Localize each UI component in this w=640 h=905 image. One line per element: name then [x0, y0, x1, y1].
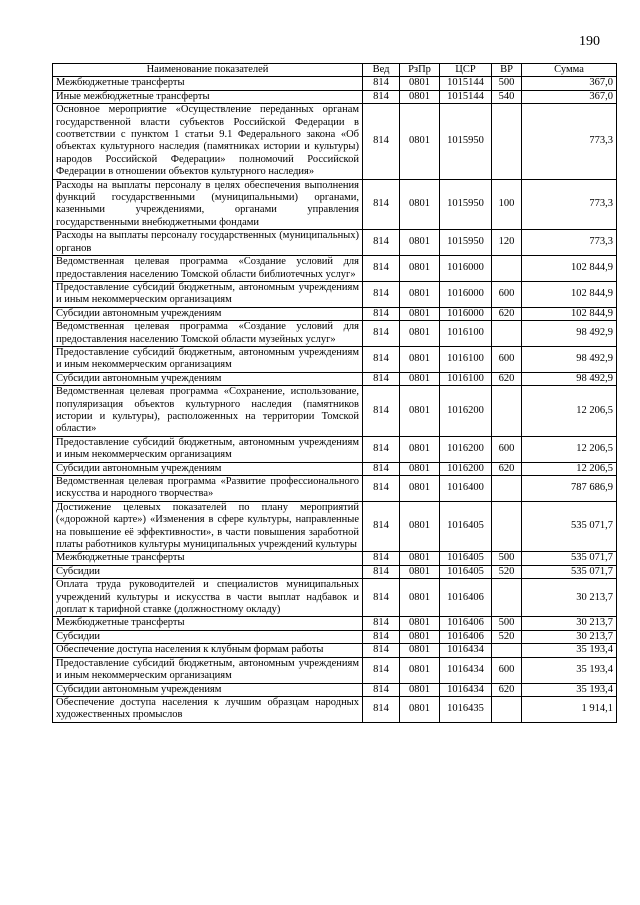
- page-number: 190: [579, 34, 600, 49]
- cell-name: Расходы на выплаты персоналу государственных (муниципальных) органов: [53, 230, 363, 256]
- cell-csr: 1016100: [440, 321, 492, 347]
- cell-rzpr: 0801: [400, 307, 440, 320]
- cell-vr: [492, 476, 522, 502]
- cell-ved: 814: [363, 462, 400, 475]
- cell-rzpr: 0801: [400, 179, 440, 230]
- cell-rzpr: 0801: [400, 501, 440, 552]
- cell-name: Межбюджетные трансферты: [53, 77, 363, 90]
- cell-name: Предоставление субсидий бюджетным, автономным учреждениям и иным некоммерческим организациям: [53, 281, 363, 307]
- cell-vr: 620: [492, 462, 522, 475]
- cell-name: Иные межбюджетные трансферты: [53, 90, 363, 103]
- cell-csr: 1015950: [440, 179, 492, 230]
- cell-ved: 814: [363, 372, 400, 385]
- cell-vr: 620: [492, 307, 522, 320]
- table-row: [53, 462, 617, 475]
- cell-ved: 814: [363, 501, 400, 552]
- cell-csr: 1016435: [440, 696, 492, 722]
- cell-csr: 1016406: [440, 579, 492, 617]
- table-row: [53, 617, 617, 630]
- cell-ved: 814: [363, 579, 400, 617]
- table-row: [53, 476, 617, 502]
- cell-sum: 30 213,7: [522, 617, 617, 630]
- cell-vr: [492, 644, 522, 657]
- cell-rzpr: 0801: [400, 565, 440, 578]
- header-vr: ВР: [492, 64, 522, 77]
- cell-rzpr: 0801: [400, 230, 440, 256]
- cell-rzpr: 0801: [400, 476, 440, 502]
- cell-vr: [492, 386, 522, 437]
- cell-sum: 535 071,7: [522, 552, 617, 565]
- cell-vr: 600: [492, 436, 522, 462]
- cell-csr: 1016406: [440, 617, 492, 630]
- cell-ved: 814: [363, 565, 400, 578]
- cell-ved: 814: [363, 179, 400, 230]
- table-row: [53, 179, 617, 230]
- cell-sum: 535 071,7: [522, 565, 617, 578]
- cell-vr: 600: [492, 281, 522, 307]
- cell-name: Ведомственная целевая программа «Создание условий для предоставления населению Томской области музейных услуг»: [53, 321, 363, 347]
- cell-csr: 1016100: [440, 346, 492, 372]
- cell-rzpr: 0801: [400, 386, 440, 437]
- cell-name: Предоставление субсидий бюджетным, автономным учреждениям и иным некоммерческим организациям: [53, 657, 363, 683]
- table-row: [53, 321, 617, 347]
- cell-name: Обеспечение доступа населения к клубным формам работы: [53, 644, 363, 657]
- cell-name: Основное мероприятие «Осуществление переданных органам государственной власти субъектов Российской Федерации в соответствии с пунктом 1 статьи 9.1 Федерального закона «Об объектах культурного наследия (памятниках истории и культуры) народов Российской Федерации» полномочий Российской Федерации в отношении объектов культурного наследия»: [53, 104, 363, 179]
- table-row: [53, 230, 617, 256]
- cell-sum: 1 914,1: [522, 696, 617, 722]
- table-row: [53, 77, 617, 90]
- cell-ved: 814: [363, 321, 400, 347]
- cell-vr: [492, 321, 522, 347]
- cell-sum: 773,3: [522, 179, 617, 230]
- cell-name: Ведомственная целевая программа «Создание условий для предоставления населению Томской области библиотечных услуг»: [53, 256, 363, 282]
- cell-csr: 1016100: [440, 372, 492, 385]
- cell-rzpr: 0801: [400, 579, 440, 617]
- cell-name: Межбюджетные трансферты: [53, 552, 363, 565]
- cell-sum: 30 213,7: [522, 579, 617, 617]
- cell-sum: 12 206,5: [522, 386, 617, 437]
- table-row: [53, 683, 617, 696]
- cell-vr: 500: [492, 77, 522, 90]
- cell-sum: 12 206,5: [522, 436, 617, 462]
- cell-rzpr: 0801: [400, 104, 440, 179]
- cell-ved: 814: [363, 696, 400, 722]
- cell-csr: 1016200: [440, 462, 492, 475]
- cell-name: Субсидии автономным учреждениям: [53, 372, 363, 385]
- cell-vr: 500: [492, 552, 522, 565]
- header-name: Наименование показателей: [53, 64, 363, 77]
- cell-sum: 773,3: [522, 230, 617, 256]
- cell-rzpr: 0801: [400, 90, 440, 103]
- cell-csr: 1016406: [440, 630, 492, 643]
- cell-name: Субсидии автономным учреждениям: [53, 307, 363, 320]
- cell-csr: 1016434: [440, 683, 492, 696]
- cell-sum: 35 193,4: [522, 657, 617, 683]
- cell-ved: 814: [363, 307, 400, 320]
- cell-name: Обеспечение доступа населения к лучшим образцам народных художественных промыслов: [53, 696, 363, 722]
- cell-rzpr: 0801: [400, 346, 440, 372]
- cell-rzpr: 0801: [400, 552, 440, 565]
- cell-name: Достижение целевых показателей по плану мероприятий («дорожной карте») «Изменения в сфере культуры, направленные на повышение её эффективности», в части повышения заработной платы работников культуры муниципальных учреждений культуры: [53, 501, 363, 552]
- cell-name: Субсидии: [53, 565, 363, 578]
- cell-ved: 814: [363, 256, 400, 282]
- cell-ved: 814: [363, 630, 400, 643]
- cell-csr: 1015144: [440, 90, 492, 103]
- cell-ved: 814: [363, 386, 400, 437]
- cell-name: Субсидии: [53, 630, 363, 643]
- cell-vr: [492, 579, 522, 617]
- cell-rzpr: 0801: [400, 683, 440, 696]
- cell-vr: 100: [492, 179, 522, 230]
- cell-csr: 1016405: [440, 565, 492, 578]
- cell-sum: 98 492,9: [522, 346, 617, 372]
- cell-rzpr: 0801: [400, 617, 440, 630]
- cell-vr: 620: [492, 683, 522, 696]
- cell-ved: 814: [363, 77, 400, 90]
- header-ved: Вед: [363, 64, 400, 77]
- budget-table: [52, 63, 617, 723]
- cell-sum: 35 193,4: [522, 683, 617, 696]
- cell-sum: 773,3: [522, 104, 617, 179]
- cell-name: Ведомственная целевая программа «Развитие профессионального искусства и народного творчества»: [53, 476, 363, 502]
- cell-name: Межбюджетные трансферты: [53, 617, 363, 630]
- table-row: [53, 90, 617, 103]
- cell-vr: 500: [492, 617, 522, 630]
- header-csr: ЦСР: [440, 64, 492, 77]
- cell-vr: 520: [492, 630, 522, 643]
- cell-vr: 520: [492, 565, 522, 578]
- table-row: [53, 552, 617, 565]
- cell-ved: 814: [363, 230, 400, 256]
- cell-ved: 814: [363, 104, 400, 179]
- cell-ved: 814: [363, 644, 400, 657]
- cell-csr: 1015950: [440, 230, 492, 256]
- table-row: [53, 644, 617, 657]
- cell-rzpr: 0801: [400, 256, 440, 282]
- cell-name: Оплата труда руководителей и специалистов муниципальных учреждений культуры и искусства в части выплат надбавок и доплат к тарифной ставке (должностному окладу): [53, 579, 363, 617]
- cell-ved: 814: [363, 346, 400, 372]
- header-sum: Сумма: [522, 64, 617, 77]
- cell-rzpr: 0801: [400, 630, 440, 643]
- cell-sum: 535 071,7: [522, 501, 617, 552]
- table-row: [53, 579, 617, 617]
- cell-sum: 787 686,9: [522, 476, 617, 502]
- table-row: [53, 386, 617, 437]
- cell-csr: 1016405: [440, 552, 492, 565]
- cell-sum: 102 844,9: [522, 256, 617, 282]
- cell-vr: [492, 104, 522, 179]
- table-row: [53, 565, 617, 578]
- cell-ved: 814: [363, 552, 400, 565]
- cell-name: Предоставление субсидий бюджетным, автономным учреждениям и иным некоммерческим организациям: [53, 436, 363, 462]
- cell-csr: 1016200: [440, 436, 492, 462]
- table-row: [53, 501, 617, 552]
- cell-sum: 367,0: [522, 77, 617, 90]
- cell-name: Расходы на выплаты персоналу в целях обеспечения выполнения функций государственными (муниципальными) органами, казенными учреждениями, органами управления государственными внебюджетными фондами: [53, 179, 363, 230]
- table-row: [53, 657, 617, 683]
- cell-csr: 1016400: [440, 476, 492, 502]
- cell-sum: 102 844,9: [522, 281, 617, 307]
- cell-sum: 35 193,4: [522, 644, 617, 657]
- table-row: [53, 436, 617, 462]
- table-header-row: [53, 64, 617, 77]
- cell-csr: 1016434: [440, 644, 492, 657]
- table-row: [53, 281, 617, 307]
- cell-rzpr: 0801: [400, 696, 440, 722]
- cell-ved: 814: [363, 657, 400, 683]
- table-row: [53, 372, 617, 385]
- table-row: [53, 630, 617, 643]
- table-row: [53, 307, 617, 320]
- cell-rzpr: 0801: [400, 436, 440, 462]
- cell-csr: 1016000: [440, 281, 492, 307]
- cell-rzpr: 0801: [400, 462, 440, 475]
- cell-vr: 600: [492, 657, 522, 683]
- cell-sum: 30 213,7: [522, 630, 617, 643]
- cell-csr: 1016434: [440, 657, 492, 683]
- cell-sum: 98 492,9: [522, 372, 617, 385]
- cell-rzpr: 0801: [400, 281, 440, 307]
- cell-name: Субсидии автономным учреждениям: [53, 462, 363, 475]
- table-row: [53, 346, 617, 372]
- cell-name: Предоставление субсидий бюджетным, автономным учреждениям и иным некоммерческим организациям: [53, 346, 363, 372]
- cell-csr: 1016200: [440, 386, 492, 437]
- cell-vr: 120: [492, 230, 522, 256]
- cell-csr: 1016405: [440, 501, 492, 552]
- cell-csr: 1016000: [440, 307, 492, 320]
- cell-rzpr: 0801: [400, 321, 440, 347]
- cell-ved: 814: [363, 476, 400, 502]
- cell-sum: 12 206,5: [522, 462, 617, 475]
- cell-ved: 814: [363, 683, 400, 696]
- table-row: [53, 104, 617, 179]
- table-body: [53, 77, 617, 722]
- cell-vr: [492, 696, 522, 722]
- cell-rzpr: 0801: [400, 657, 440, 683]
- cell-vr: 600: [492, 346, 522, 372]
- cell-sum: 98 492,9: [522, 321, 617, 347]
- cell-sum: 102 844,9: [522, 307, 617, 320]
- table-row: [53, 256, 617, 282]
- cell-sum: 367,0: [522, 90, 617, 103]
- table-row: [53, 696, 617, 722]
- cell-rzpr: 0801: [400, 372, 440, 385]
- cell-rzpr: 0801: [400, 644, 440, 657]
- cell-ved: 814: [363, 617, 400, 630]
- cell-name: Субсидии автономным учреждениям: [53, 683, 363, 696]
- cell-vr: [492, 501, 522, 552]
- cell-name: Ведомственная целевая программа «Сохранение, использование, популяризация объектов культурного наследия (памятников истории и культуры), расположенных на территории Томской области»: [53, 386, 363, 437]
- header-rzpr: РзПр: [400, 64, 440, 77]
- cell-csr: 1016000: [440, 256, 492, 282]
- cell-csr: 1015950: [440, 104, 492, 179]
- cell-csr: 1015144: [440, 77, 492, 90]
- cell-vr: 620: [492, 372, 522, 385]
- cell-ved: 814: [363, 90, 400, 103]
- cell-ved: 814: [363, 281, 400, 307]
- cell-rzpr: 0801: [400, 77, 440, 90]
- cell-vr: [492, 256, 522, 282]
- cell-ved: 814: [363, 436, 400, 462]
- cell-vr: 540: [492, 90, 522, 103]
